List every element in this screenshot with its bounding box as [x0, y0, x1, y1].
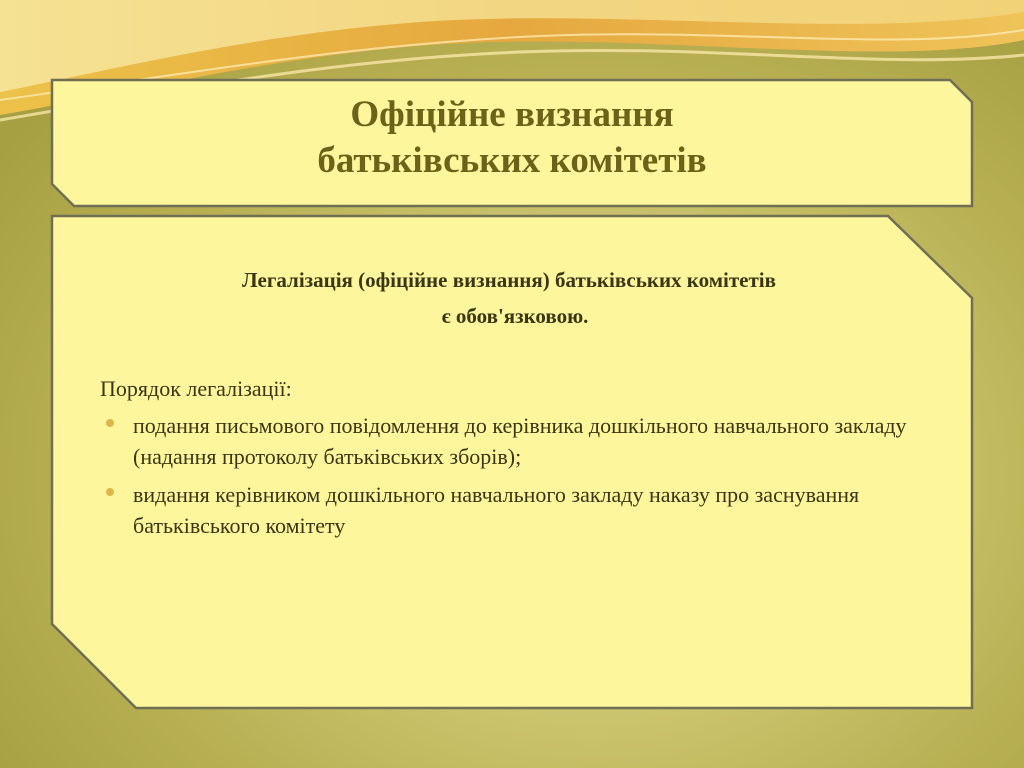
bullet-text: видання керівником дошкільного навчального закладу наказу про заснування батьківського комітету: [133, 482, 860, 538]
slide-body: [100, 262, 930, 548]
lead-statement: [100, 262, 930, 334]
page-title: [52, 92, 972, 202]
order-label: Порядок легалізації:: [100, 376, 292, 401]
title-line-1: Офіційне визнання: [350, 94, 674, 135]
list-item: [100, 479, 930, 541]
bullet-text: подання письмового повідомлення до керівника дошкільного навчального закладу (надання протоколу батьківських зборів);: [133, 413, 907, 469]
list-item: [100, 410, 930, 472]
bullet-list: [100, 410, 930, 541]
bullet-icon: [106, 419, 114, 427]
lead-line-1: Легалізація (офіційне визнання) батьківських комітетів: [242, 268, 776, 292]
title-line-2: батьківських комітетів: [317, 140, 707, 181]
lead-line-2: є обов'язковою.: [441, 304, 589, 328]
bullet-icon: [106, 488, 114, 496]
